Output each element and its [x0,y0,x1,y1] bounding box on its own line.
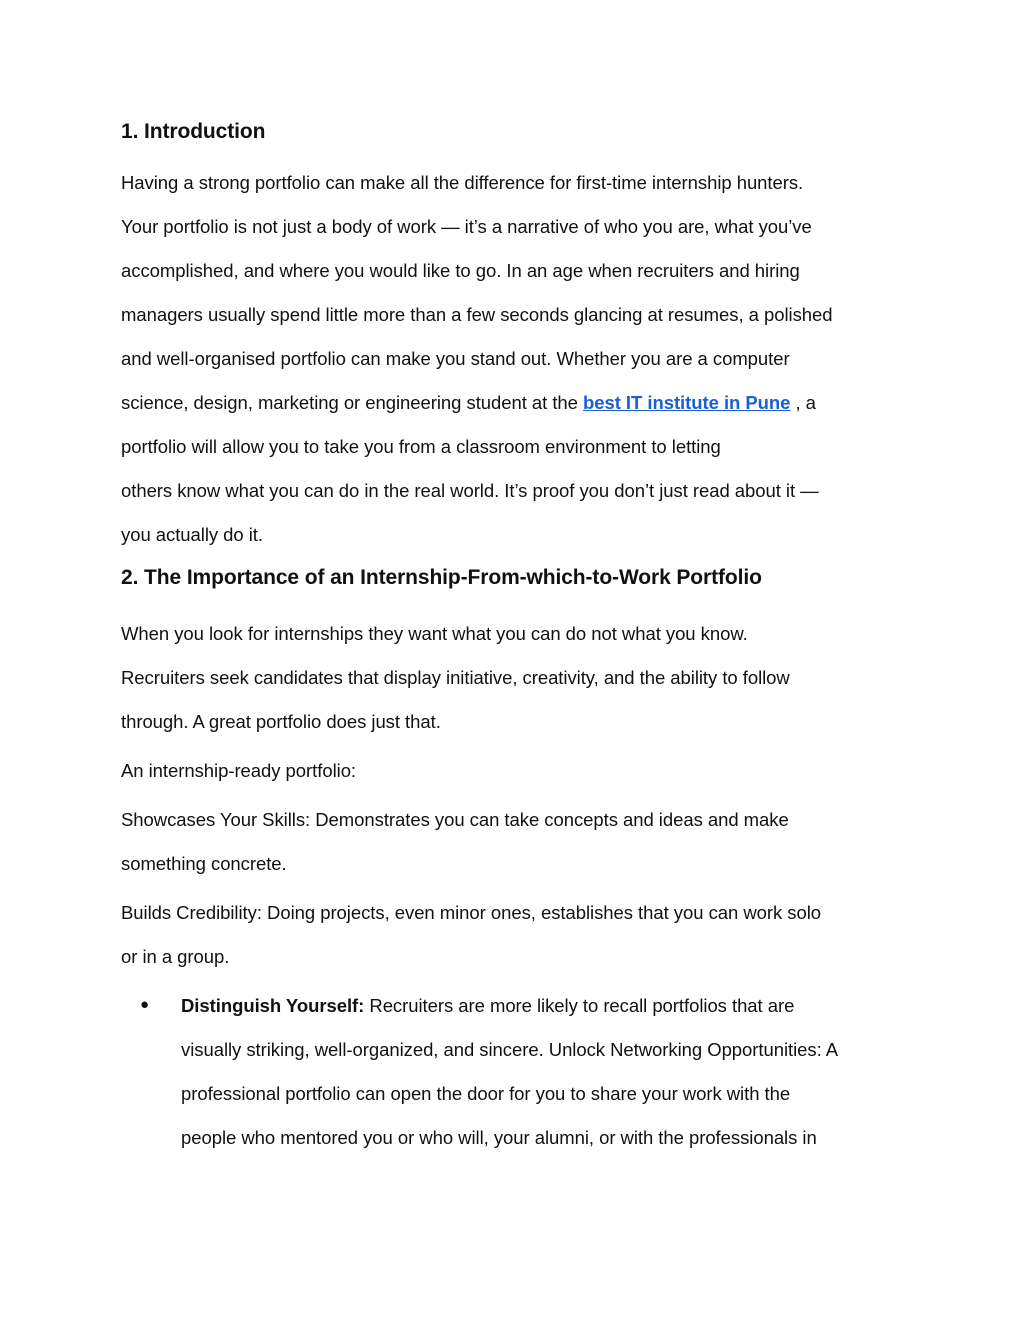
showcases-line-1: Showcases Your Skills: Demonstrates you can take concepts and ideas and make [121,809,789,830]
intro-line-2: Your portfolio is not just a body of work — it’s a narrative of who you are, what you’ve [121,216,812,237]
bullet-bold-label: Distinguish Yourself: [181,995,365,1016]
best-it-institute-link[interactable]: best IT institute in Pune [583,392,791,413]
intro-line-1: Having a strong portfolio can make all the difference for first-time internship hunters. [121,172,804,193]
showcases-line-2: something concrete. [121,853,287,874]
importance-line-1: When you look for internships they want what you can do not what you know. [121,623,748,644]
importance-line-2: Recruiters seek candidates that display initiative, creativity, and the ability to follow [121,667,790,688]
bullet-line-1-text: Recruiters are more likely to recall portfolios that are [364,995,795,1016]
bullet-line-1 [181,995,794,1017]
intro-line-6 [121,392,816,414]
section-2-heading: 2. The Importance of an Internship-From-which-to-Work Portfolio [121,566,762,589]
bullet-line-3: professional portfolio can open the door for you to share your work with the [181,1083,791,1104]
bullet-line-4: people who mentored you or who will, your alumni, or with the professionals in [181,1127,817,1148]
intro-line-8: others know what you can do in the real world. It’s proof you don’t just read about it — [121,480,819,501]
intro-line-6-tail: , a [790,392,816,413]
portfolio-intro-line: An internship-ready portfolio: [121,760,357,781]
section-1-heading: 1. Introduction [121,120,266,143]
bullet-line-2: visually striking, well-organized, and sincere. Unlock Networking Opportunities: A [181,1039,839,1060]
intro-line-6-text: science, design, marketing or engineering student at the [121,392,583,413]
intro-line-4: managers usually spend little more than a few seconds glancing at resumes, a polished [121,304,833,325]
credibility-line-1: Builds Credibility: Doing projects, even minor ones, establishes that you can work solo [121,902,822,923]
intro-line-3: accomplished, and where you would like to go. In an age when recruiters and hiring [121,260,800,281]
intro-line-7: portfolio will allow you to take you from a classroom environment to letting [121,436,721,457]
importance-line-3: through. A great portfolio does just that. [121,711,441,732]
intro-line-5: and well-organised portfolio can make you stand out. Whether you are a computer [121,348,790,369]
intro-line-9: you actually do it. [121,524,263,545]
bullet-marker: ● [140,996,150,1013]
credibility-line-2: or in a group. [121,946,230,967]
